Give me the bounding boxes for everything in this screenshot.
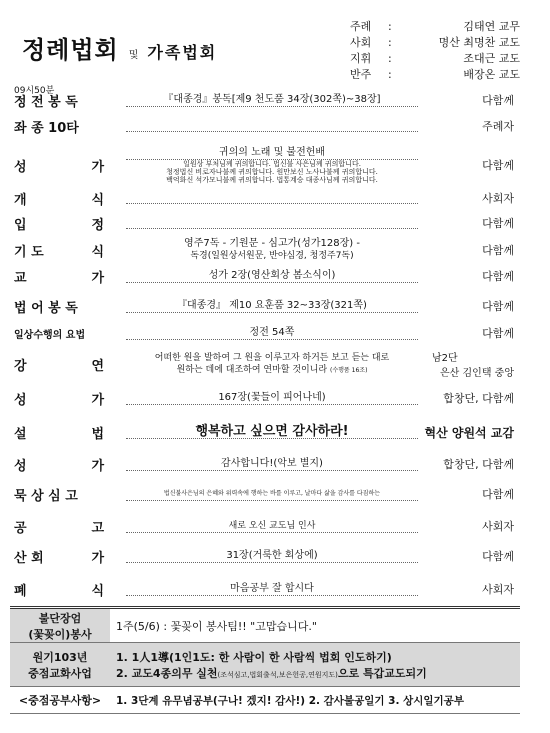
order-who: 사회자 xyxy=(482,520,514,533)
order-name xyxy=(14,355,120,374)
order-name-b: 가 xyxy=(91,270,104,286)
order-row xyxy=(14,423,514,441)
staff-row xyxy=(350,50,520,66)
start-time: 09시50분 xyxy=(14,86,55,96)
order-content xyxy=(126,352,418,377)
order-name xyxy=(14,547,120,566)
order-who: 다함께 xyxy=(482,488,514,501)
order-content: 행복하고 싶으면 감사하라! xyxy=(126,426,418,439)
order-name-b: 가 xyxy=(91,159,104,175)
order-who: 사회자 xyxy=(482,583,514,596)
order-row xyxy=(14,486,514,502)
order-who xyxy=(424,349,514,379)
order-name: 정 전 봉 독 xyxy=(14,94,78,110)
order-name-a: 교 xyxy=(14,270,27,286)
order-name: 일상수행의 요법 xyxy=(14,329,86,341)
order-name-a: 강 xyxy=(14,358,27,374)
order-name-a: 기 도 xyxy=(14,244,44,260)
order-name: 묵 상 심 고 xyxy=(14,488,78,504)
staff-row xyxy=(350,34,520,50)
order-name-b: 법 xyxy=(91,426,104,442)
order-content xyxy=(126,147,418,184)
order-who-line: 남2단 xyxy=(432,353,458,364)
footer-body-part: 2. 교도4종의무 실천 xyxy=(116,666,218,680)
order-content: 167장(꽃들이 피어나네) xyxy=(126,392,418,405)
order-row xyxy=(14,118,514,134)
order-name xyxy=(14,189,120,208)
order-who: 다함께 xyxy=(482,550,514,563)
order-name-b: 정 xyxy=(91,217,104,233)
footer-label xyxy=(10,643,110,686)
order-who: 다함께 xyxy=(482,300,514,313)
order-content: 정전 54쪽 xyxy=(126,327,418,340)
order-name-b: 연 xyxy=(91,358,104,374)
title-main: 정례법회 xyxy=(22,36,119,64)
order-who: 다함께 xyxy=(482,217,514,230)
order-who: 합창단, 다함께 xyxy=(443,458,514,471)
order-content: 『대종경』 제10 요훈품 32~33장(321쪽) xyxy=(126,300,418,313)
order-who: 다함께 xyxy=(482,159,514,172)
staff-name: 조대근 교도 xyxy=(463,52,520,65)
staff-colon: : xyxy=(388,67,392,81)
order-row xyxy=(14,236,514,264)
order-content xyxy=(126,192,418,204)
order-content: 감사합니다!(악보 별지) xyxy=(126,458,418,471)
order-who: 다함께 xyxy=(482,244,514,257)
order-content-line: 일원상 부처님께 귀의합니다. 법신불 사은님께 귀의합니다. xyxy=(183,159,361,168)
order-content-ref: (수행품 16조) xyxy=(330,366,368,374)
order-name-b: 가 xyxy=(91,458,104,474)
footer-label-line: (꽃꽂이)봉사 xyxy=(28,627,92,641)
staff-colon: : xyxy=(388,19,392,33)
footer-body-part: (조석심고,법회출석,보은헌공,연원지도) xyxy=(217,670,338,679)
footer-label-line: 원기103년 xyxy=(32,650,88,664)
page-title xyxy=(22,30,217,65)
footer-label-line: 불단장엄 xyxy=(38,611,82,625)
title-conj: 및 xyxy=(128,50,140,61)
footer-body-part: 으로 특갑교도되기 xyxy=(337,666,427,680)
title-sub: 가족법회 xyxy=(147,43,218,62)
footer-body-line: 1. 1人1導(1인1도: 한 사람이 한 사람씩 법회 인도하기) xyxy=(116,650,392,664)
order-content-line: 청정법신 비로자나불께 귀의합니다. 원만보신 노사나불께 귀의합니다. xyxy=(166,167,378,176)
order-name-b: 가 xyxy=(91,392,104,408)
staff-role: 주례 xyxy=(350,20,372,33)
order-name-b: 식 xyxy=(91,192,104,208)
order-content xyxy=(126,120,418,132)
order-content-line: 원하는 데에 대조하여 연마할 것이니라 xyxy=(176,364,328,375)
order-name-b: 가 xyxy=(91,550,104,566)
order-name xyxy=(14,389,120,408)
staff-role: 사회 xyxy=(350,36,372,49)
order-content: 31장(거룩한 회상에) xyxy=(126,550,418,563)
order-name xyxy=(14,214,120,233)
order-content-line: 독경(일원상서원문, 반야심경, 청정주7독) xyxy=(190,251,354,261)
staff-row xyxy=(350,66,520,82)
staff-name: 배장온 교도 xyxy=(463,68,520,81)
staff-colon: : xyxy=(388,51,392,65)
order-content: 『대종경』봉독[제9 천도품 34장(302쪽)~38장] xyxy=(126,94,418,107)
staff-list xyxy=(350,18,520,82)
order-row xyxy=(14,518,514,534)
order-content xyxy=(126,217,418,229)
order-who: 다함께 xyxy=(482,270,514,283)
order-content: 마음공부 잘 합시다 xyxy=(126,583,418,596)
order-content: 법신불사은님의 은혜와 위력속에 행하는 바를 이루고, 날마다 삶을 감사를 다짐하는 xyxy=(126,488,418,501)
staff-name: 명산 최명찬 교도 xyxy=(438,36,520,49)
footer-row-decoration xyxy=(10,606,520,642)
order-name xyxy=(14,580,120,599)
order-who-line: 은산 김인택 중앙 xyxy=(440,368,514,379)
order-name-a: 폐 xyxy=(14,583,27,599)
order-row xyxy=(14,268,514,284)
order-who: 주례자 xyxy=(482,120,514,133)
order-content-line: 백억화신 석가모니불께 귀의합니다. 법통계승 대종사님께 귀의합니다. xyxy=(166,175,378,184)
footer-label: <중점공부사항> xyxy=(18,694,102,707)
order-who: 사회자 xyxy=(482,192,514,205)
order-content: 성가 2장(영산회상 봄소식이) xyxy=(126,270,418,283)
order-who: 다함께 xyxy=(482,327,514,340)
order-name xyxy=(14,517,120,536)
staff-role: 반주 xyxy=(350,68,372,81)
order-name xyxy=(14,241,120,260)
order-content: 새로 오신 교도님 인사 xyxy=(126,520,418,533)
order-content xyxy=(126,238,418,262)
order-name-a: 성 xyxy=(14,159,27,175)
order-name-a: 산 회 xyxy=(14,550,44,566)
order-row xyxy=(14,190,514,206)
staff-colon: : xyxy=(388,35,392,49)
footer-label xyxy=(10,609,110,642)
order-content-line: 영주7독 - 기원문 - 심고가(성가128장) - xyxy=(184,238,360,249)
order-content-line: 어떠한 원을 발하여 그 원을 이루고자 하거든 보고 듣는 대로 xyxy=(154,352,390,363)
staff-role: 지휘 xyxy=(350,52,372,65)
order-row xyxy=(14,390,514,406)
order-row xyxy=(14,92,514,108)
order-name: 법 어 봉 독 xyxy=(14,300,78,316)
order-row xyxy=(14,325,514,341)
footer-body: 1. 3단계 유무념공부(구나! 겠지! 감사!) 2. 감사불공일기 3. 상시일기공부 xyxy=(116,694,464,707)
footer-label-line: 중점교화사업 xyxy=(28,666,92,680)
order-name-a: 성 xyxy=(14,392,27,408)
order-content-title: 귀의의 노래 및 불전헌배 xyxy=(126,147,418,160)
order-row xyxy=(14,456,514,472)
order-who: 혁산 양원석 교감 xyxy=(424,425,514,440)
order-row xyxy=(14,298,514,314)
order-who: 다함께 xyxy=(482,94,514,107)
order-name-a: 설 xyxy=(14,426,27,442)
footer-body xyxy=(110,643,520,686)
order-name-b: 고 xyxy=(91,520,104,536)
order-row xyxy=(14,548,514,564)
order-row xyxy=(14,215,514,231)
footer xyxy=(10,606,520,714)
staff-row xyxy=(350,18,520,34)
order-name-a: 개 xyxy=(14,192,27,208)
order-name-b: 식 xyxy=(91,244,104,260)
order-name-a: 성 xyxy=(14,458,27,474)
footer-row-mission xyxy=(10,642,520,686)
order-row xyxy=(14,348,514,380)
order-row xyxy=(14,142,514,188)
order-name xyxy=(14,267,120,286)
order-name: 좌 종 10타 xyxy=(14,120,79,136)
footer-body: 1주(5/6) : 꽃꽂이 봉사팀!! "고맙습니다." xyxy=(116,619,317,633)
order-name-a: 입 xyxy=(14,217,27,233)
order-row xyxy=(14,581,514,597)
order-name-a: 공 xyxy=(14,520,27,536)
order-name xyxy=(14,423,120,442)
order-who: 합창단, 다함께 xyxy=(443,392,514,405)
order-name xyxy=(14,156,120,175)
footer-row-study xyxy=(10,686,520,714)
staff-name: 김태연 교무 xyxy=(463,20,520,33)
order-name xyxy=(14,455,120,474)
order-name-b: 식 xyxy=(91,583,104,599)
